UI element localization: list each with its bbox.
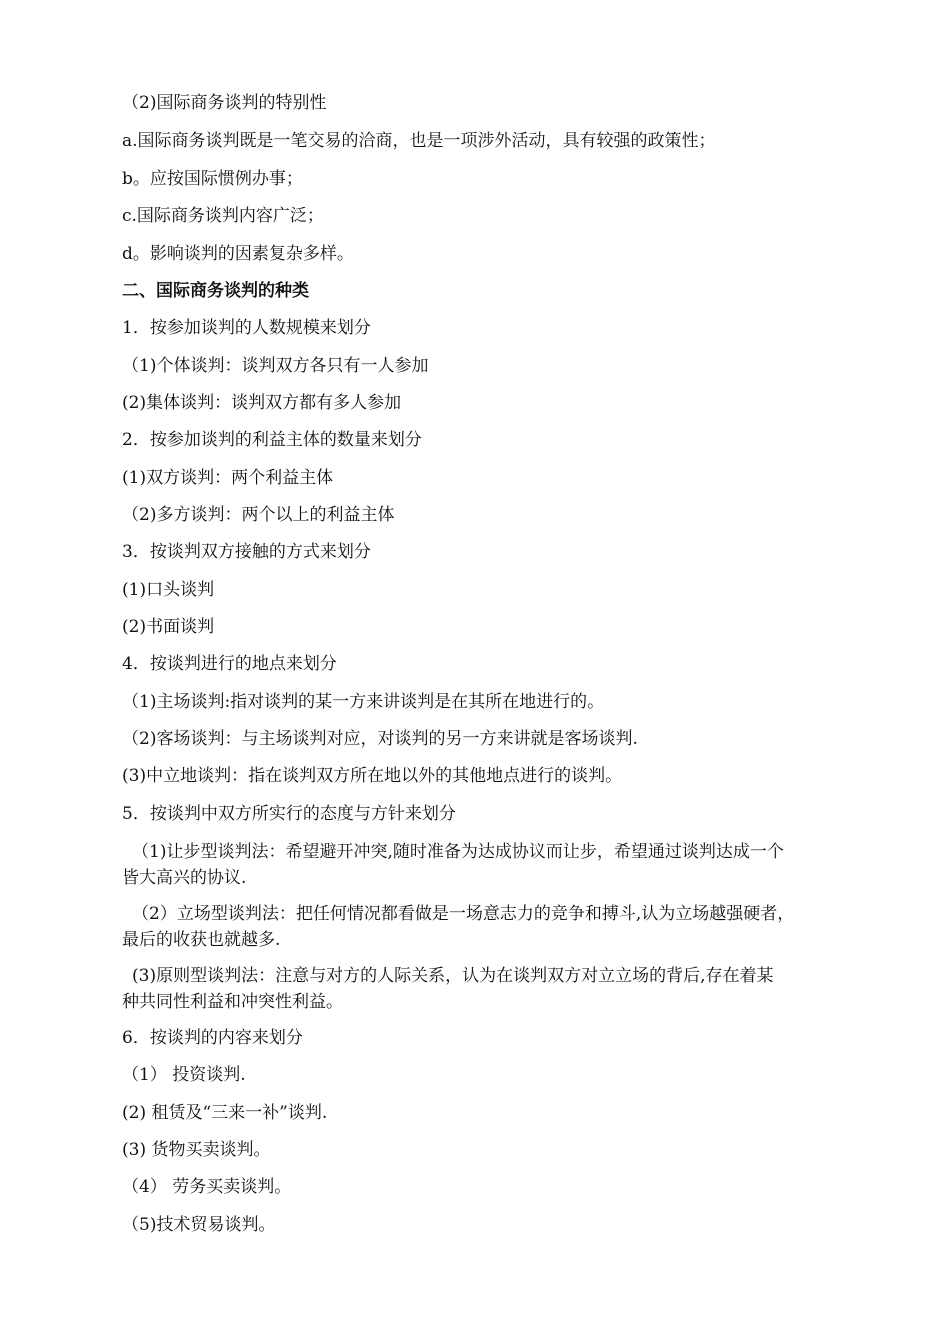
text-line: 4．按谈判进行的地点来划分 — [122, 654, 337, 674]
paragraph-line: 皆大高兴的协议. — [122, 868, 247, 888]
text-line: (2)集体谈判：谈判双方都有多人参加 — [122, 393, 402, 413]
paragraph-line: （1)让步型谈判法：希望避开冲突,随时准备为达成协议而让步，希望通过谈判达成一个 — [132, 842, 784, 862]
text-line: 6．按谈判的内容来划分 — [122, 1028, 303, 1048]
text-line: （1)主场谈判:指对谈判的某一方来讲谈判是在其所在地进行的。 — [122, 692, 605, 712]
text-line: 1．按参加谈判的人数规模来划分 — [122, 318, 371, 338]
text-line: c.国际商务谈判内容广泛； — [122, 206, 324, 226]
text-line: (2) 租赁及“三来一补”谈判. — [122, 1103, 328, 1123]
text-line: 5．按谈判中双方所实行的态度与方针来划分 — [122, 804, 456, 824]
paragraph-line: (3)原则型谈判法：注意与对方的人际关系，认为在谈判双方对立立场的背后,存在着某 — [132, 966, 774, 986]
text-line: (3) 货物买卖谈判。 — [122, 1140, 271, 1160]
text-line: 2．按参加谈判的利益主体的数量来划分 — [122, 430, 422, 450]
paragraph — [122, 963, 864, 1015]
text-line: （2)多方谈判：两个以上的利益主体 — [122, 505, 395, 525]
text-line: (1)双方谈判：两个利益主体 — [122, 468, 334, 488]
text-line: 3．按谈判双方接触的方式来划分 — [122, 542, 371, 562]
paragraph — [122, 839, 864, 891]
text-line: （1)个体谈判：谈判双方各只有一人参加 — [122, 356, 429, 376]
text-line: （1） 投资谈判. — [122, 1065, 246, 1085]
text-line: (1)口头谈判 — [122, 580, 215, 600]
paragraph-line: 最后的收获也就越多. — [122, 930, 281, 950]
text-line: （2)客场谈判：与主场谈判对应，对谈判的另一方来讲就是客场谈判. — [122, 729, 638, 749]
text-line: b。应按国际惯例办事； — [122, 169, 303, 189]
paragraph-line: （2）立场型谈判法：把任何情况都看做是一场意志力的竞争和搏斗,认为立场越强硬者， — [132, 904, 795, 924]
text-line: (2)书面谈判 — [122, 617, 215, 637]
text-line: （2)国际商务谈判的特别性 — [122, 93, 327, 113]
text-line: （5)技术贸易谈判。 — [122, 1215, 276, 1235]
text-line: a.国际商务谈判既是一笔交易的洽商，也是一项涉外活动，具有较强的政策性； — [122, 131, 716, 151]
paragraph-line: 种共同性利益和冲突性利益。 — [122, 992, 343, 1012]
text-line: d。影响谈判的因素复杂多样。 — [122, 244, 354, 264]
section-heading: 二、国际商务谈判的种类 — [122, 281, 309, 301]
text-line: (3)中立地谈判：指在谈判双方所在地以外的其他地点进行的谈判。 — [122, 766, 623, 786]
text-line: （4） 劳务买卖谈判。 — [122, 1177, 292, 1197]
paragraph — [122, 901, 864, 953]
